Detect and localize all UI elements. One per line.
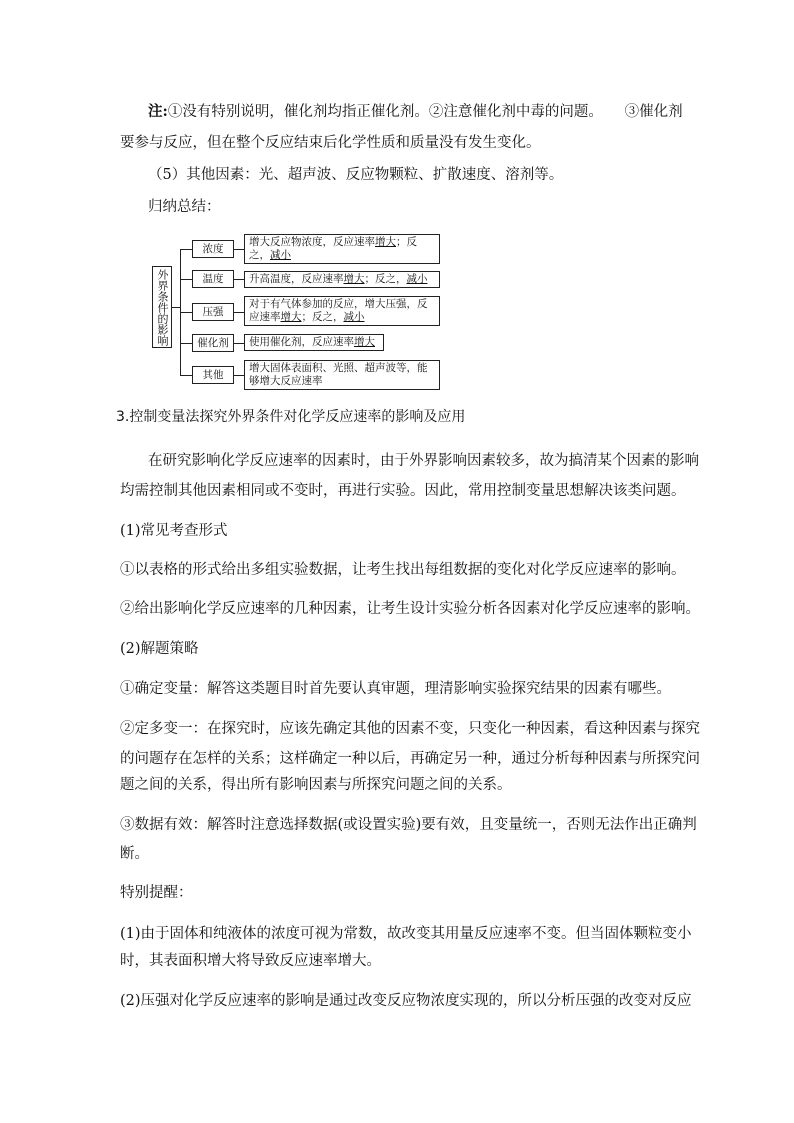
- sub2-item-c-line-1: ③数据有效：解答时注意选择数据(或设置实验)要有效，且变量统一，否则无法作出正确判: [120, 817, 697, 833]
- connector: [234, 249, 244, 250]
- subheading-1: (1)常见考查形式: [120, 523, 228, 539]
- desc-catalyst: [244, 334, 384, 351]
- note-line-1: [148, 103, 683, 121]
- connector: [180, 249, 192, 250]
- section-3-intro-2: 均需控制其他因素相同或不变时，再进行实验。因此，常用控制变量思想解决该类问题。: [120, 483, 686, 499]
- factor-temperature: 温度: [192, 270, 234, 288]
- factor-catalyst: 催化剂: [192, 334, 234, 352]
- sub1-item-a: ①以表格的形式给出多组实验数据，让考生找出每组数据的变化对化学反应速率的影响。: [120, 562, 686, 578]
- desc-text: 升高温度，反应速率: [249, 273, 344, 285]
- desc-text: ；反之，: [301, 311, 344, 323]
- connector: [180, 312, 192, 313]
- connector: [234, 343, 244, 344]
- note-line-2: 要参与反应，但在整个反应结束后化学性质和质量没有发生变化。: [120, 135, 541, 151]
- subheading-2: (2)解题策略: [120, 641, 199, 657]
- factors-diagram: [148, 232, 448, 394]
- connector: [234, 279, 244, 280]
- diagram-root: 外界条件的影响: [152, 266, 172, 348]
- sub2-item-b-line-2: 的问题存在怎样的关系；这样确定一种以后，再确定另一种，通过分析每种因素与所探究问: [120, 751, 700, 767]
- connector: [180, 279, 192, 280]
- tip-1-line-1: (1)由于固体和纯液体的浓度可视为常数，故改变其用量反应速率不变。但当固体颗粒变小: [120, 926, 692, 942]
- desc-underline: 增大: [343, 273, 365, 285]
- factor-other: 其他: [192, 366, 234, 384]
- desc-text: 使用催化剂，反应速率: [249, 336, 354, 348]
- desc-underline: 减小: [270, 249, 291, 261]
- desc-text: 增大反应物浓度，反应速率: [249, 236, 375, 248]
- desc-other: 增大固体表面积、光照、超声波等，能够增大反应速率: [244, 360, 440, 390]
- sub2-item-b-line-1: ②定多变一：在探究时，应该先确定其他的因素不变，只变化一种因素，看这种因素与探究: [120, 721, 700, 737]
- connector: [172, 307, 180, 308]
- desc-underline: 增大: [354, 336, 375, 348]
- desc-underline: 增大: [280, 311, 302, 323]
- connector: [180, 343, 192, 344]
- factor-concentration: 浓度: [192, 240, 234, 258]
- connector: [234, 375, 244, 376]
- desc-pressure: [244, 296, 440, 326]
- factor-pressure: 压强: [192, 303, 234, 321]
- connector: [234, 312, 244, 313]
- item-5: （5）其他因素：光、超声波、反应物颗粒、扩散速度、溶剂等。: [148, 167, 564, 183]
- summary-label: 归纳总结：: [148, 199, 221, 215]
- desc-underline: 增大: [375, 236, 396, 248]
- desc-underline: 减小: [343, 311, 365, 323]
- sub1-item-b: ②给出影响化学反应速率的几种因素，让考生设计实验分析各因素对化学反应速率的影响。: [120, 601, 700, 617]
- desc-temperature: [244, 271, 440, 288]
- desc-text: ；反之，: [249, 236, 417, 261]
- section-3-intro-1: 在研究影响化学反应速率的因素时，由于外界影响因素较多，故为搞清某个因素的影响: [148, 453, 699, 469]
- sub2-item-b-line-3: 题之间的关系，得出所有影响因素与所探究问题之间的关系。: [120, 777, 512, 793]
- connector: [180, 375, 192, 376]
- tip-1-line-2: 时，其表面积增大将导致反应速率增大。: [120, 953, 381, 969]
- note-label: 注:: [148, 103, 168, 120]
- tip-2-line-1: (2)压强对化学反应速率的影响是通过改变反应物浓度实现的，所以分析压强的改变对反应: [120, 993, 692, 1009]
- desc-underline: 减小: [406, 273, 428, 285]
- sub2-item-a: ①确定变量：解答这类题目时首先要认真审题，理清影响实验探究结果的因素有哪些。: [120, 681, 671, 697]
- desc-concentration: [244, 234, 440, 264]
- desc-text: 对于有气体参加的反应，增大压强，反应速率: [249, 298, 428, 323]
- section-3-heading: 3.控制变量法探究外界条件对化学反应速率的影响及应用: [116, 409, 466, 425]
- sub2-item-c-line-2: 断。: [120, 846, 149, 862]
- tips-label: 特别提醒：: [120, 885, 193, 901]
- note-text: ①没有特别说明，催化剂均指正催化剂。②注意催化剂中毒的问题。 ③催化剂: [167, 104, 683, 120]
- desc-text: ；反之，: [364, 273, 407, 285]
